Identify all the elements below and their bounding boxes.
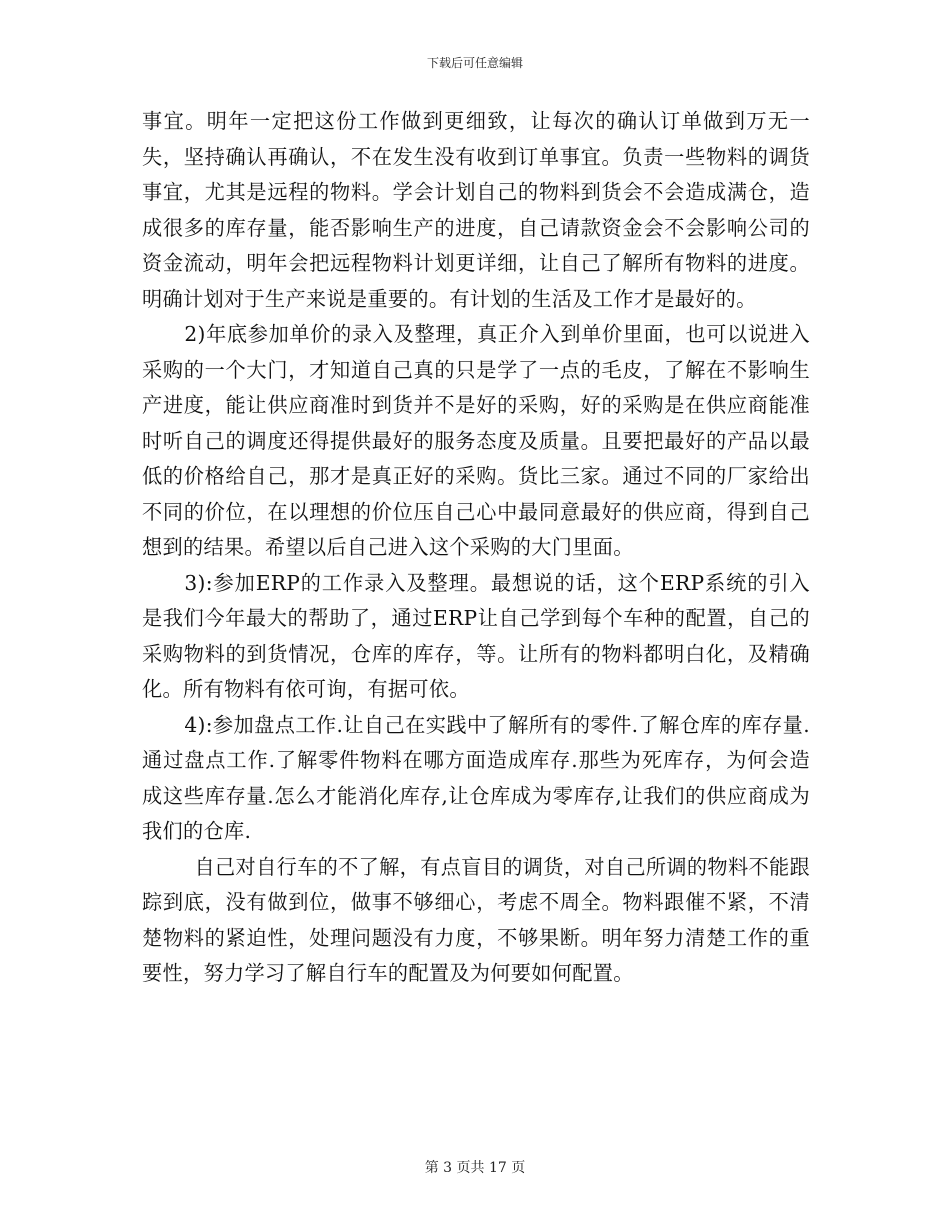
paragraph-item-4: 4):参加盘点工作.让自己在实践中了解所有的零件.了解仓库的库存量.通过盘点工作.了解零件物料在哪方面造成库存.那些为死库存，为何会造成这些库存量.怎么才能消化库存,让仓库成为零库存,让我们的供应商成为我们的仓库. bbox=[142, 712, 810, 843]
paragraph-item-3: 3):参加ERP的工作录入及整理。最想说的话，这个ERP系统的引入是我们今年最大的帮助了，通过ERP让自己学到每个车种的配置，自己的采购物料的到货情况，仓库的库存，等。让所有的物料都明白化，及精确化。所有物料有依可询，有据可依。 bbox=[142, 570, 810, 701]
document-body bbox=[142, 104, 810, 992]
paragraph-item-2: 2)年底参加单价的录入及整理，真正介入到单价里面，也可以说进入采购的一个大门，才知道自己真的只是学了一点的毛皮，了解在不影响生产进度，能让供应商准时到货并不是好的采购，好的采购是在供应商能准时听自己的调度还得提供最好的服务态度及质量。且要把最好的产品以最低的价格给自己，那才是真正好的采购。货比三家。通过不同的厂家给出不同的价位，在以理想的价位压自己心中最同意最好的供应商，得到自己想到的结果。希望以后自己进入这个采购的大门里面。 bbox=[142, 322, 810, 559]
page-header: 下载后可任意编辑 bbox=[426, 56, 523, 70]
paragraph-self-review: 自己对自行车的不了解，有点盲目的调货，对自己所调的物料不能跟踪到底，没有做到位，做事不够细心，考虑不周全。物料跟催不紧，不清楚物料的紧迫性，处理问题没有力度，不够果断。明年努力清楚工作的重要性，努力学习了解自行车的配置及为何要如何配置。 bbox=[142, 854, 810, 985]
paragraph-continuation: 事宜。明年一定把这份工作做到更细致，让每次的确认订单做到万无一失，坚持确认再确认，不在发生没有收到订单事宜。负责一些物料的调货事宜，尤其是远程的物料。学会计划自己的物料到货会不会造成满仓，造成很多的库存量，能否影响生产的进度，自己请款资金会不会影响公司的资金流动，明年会把远程物料计划更详细，让自己了解所有物料的进度。明确计划对于生产来说是重要的。有计划的生活及工作才是最好的。 bbox=[142, 109, 810, 311]
page-footer: 第 3 页共 17 页 bbox=[424, 1160, 526, 1176]
